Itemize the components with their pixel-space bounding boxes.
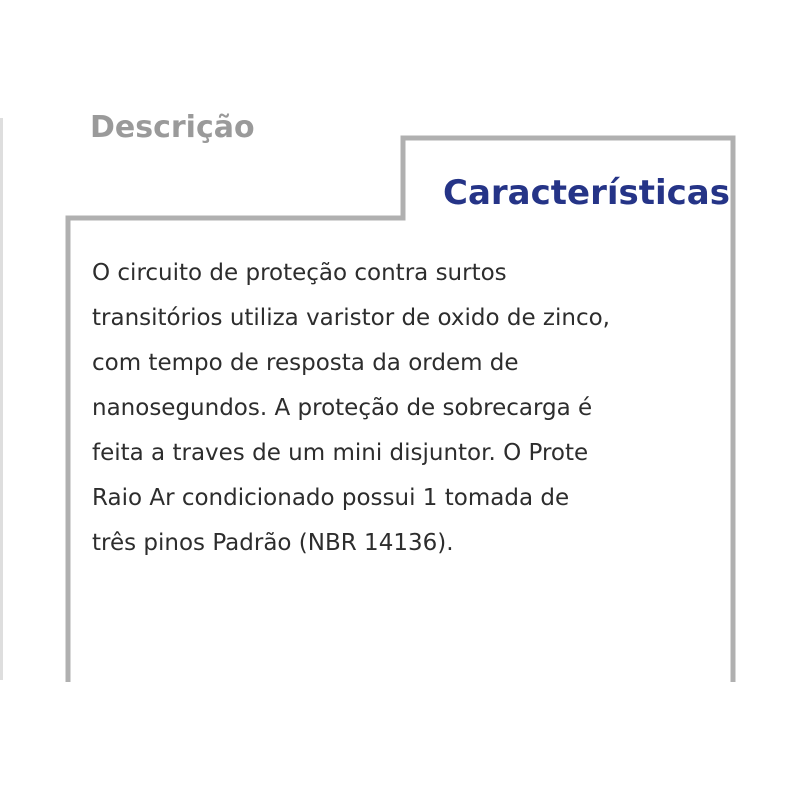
description-line: O circuito de proteção contra surtos (92, 260, 507, 286)
description-line: feita a traves de um mini disjuntor. O Prote (92, 440, 589, 466)
tab-descricao[interactable]: Descrição (90, 110, 255, 145)
tab-caracteristicas[interactable]: Características (443, 173, 730, 213)
description-text (92, 251, 722, 566)
description-line: Raio Ar condicionado possui 1 tomada de (92, 485, 570, 511)
description-line: três pinos Padrão (NBR 14136). (92, 530, 454, 556)
description-line: transitórios utiliza varistor de oxido de zinco, (92, 305, 610, 331)
description-line: com tempo de resposta da ordem de (92, 350, 519, 376)
description-line: nanosegundos. A proteção de sobrecarga é (92, 395, 593, 421)
